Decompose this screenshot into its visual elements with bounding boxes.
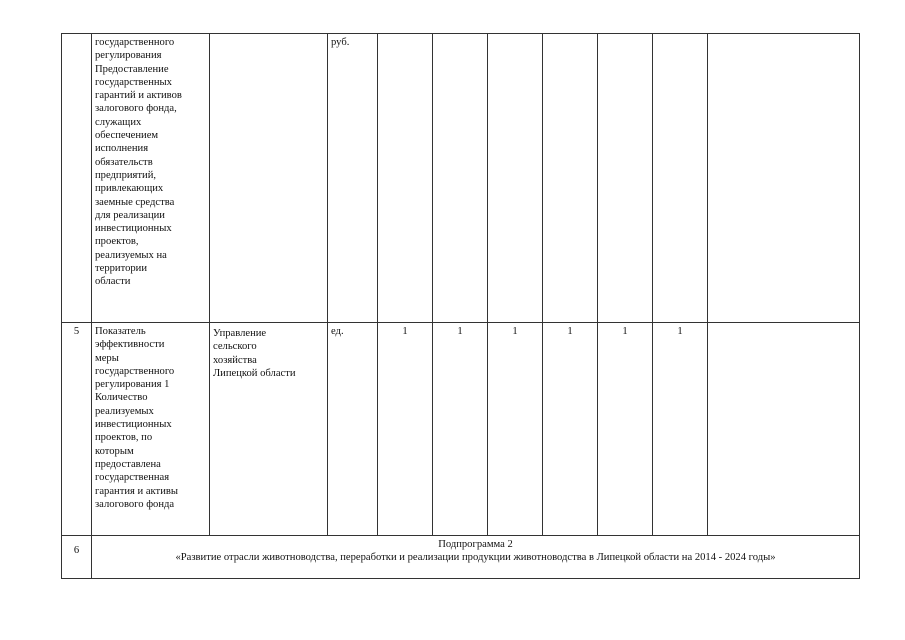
table-row: [62, 536, 860, 579]
subprogram-subtitle: «Развитие отрасли животноводства, переработки и реализации продукции животноводства в Липецкой области на 2014 - 2024 годы»: [175, 552, 776, 564]
text-line: реализуемых на: [95, 249, 167, 261]
row-number: 5: [62, 323, 92, 536]
text-line: инвестиционных: [95, 419, 172, 431]
text-line: государственных: [95, 76, 172, 88]
year-value: [653, 34, 708, 323]
text-line: служащих: [95, 116, 142, 128]
unit-of-measure: руб.: [328, 34, 378, 323]
table-row: [62, 34, 860, 323]
row-number: [62, 34, 92, 323]
text-line: сельского: [213, 341, 257, 353]
text-line: меры: [95, 352, 119, 364]
text-line: государственного: [95, 37, 175, 48]
text-line: гарантий и активов: [95, 90, 182, 102]
text-line: хозяйства: [213, 354, 257, 366]
text-line: государственного: [95, 365, 175, 377]
text-line: привлекающих: [95, 183, 164, 195]
year-value: 1: [543, 323, 598, 536]
text-line: Управление: [213, 328, 267, 339]
year-value: [598, 34, 653, 323]
table-row: [62, 323, 860, 536]
subprogram-heading: [92, 536, 860, 579]
note-cell: [708, 34, 860, 323]
text-line: обеспечением: [95, 130, 159, 142]
year-value: [433, 34, 488, 323]
text-line: регулирования 1: [95, 379, 170, 391]
text-line: предприятий,: [95, 169, 157, 181]
responsible-executor: [210, 323, 328, 536]
year-value: 1: [433, 323, 488, 536]
text-line: Показатель: [95, 326, 146, 337]
text-line: исполнения: [95, 143, 149, 155]
text-line: регулирования: [95, 50, 162, 62]
row-number: 6: [62, 536, 92, 579]
text-line: залогового фонда: [95, 498, 175, 510]
year-value: 1: [653, 323, 708, 536]
text-line: заемные средства: [95, 196, 175, 208]
text-line: залогового фонда,: [95, 103, 177, 115]
text-line: территории: [95, 263, 148, 275]
text-line: проектов, по: [95, 432, 153, 444]
year-value: [378, 34, 433, 323]
text-line: гарантия и активы: [95, 485, 178, 497]
text-line: Предоставление: [95, 63, 169, 75]
year-value: 1: [488, 323, 543, 536]
year-value: [488, 34, 543, 323]
text-line: предоставлена: [95, 458, 161, 470]
year-value: [543, 34, 598, 323]
indicators-table: [61, 33, 860, 579]
year-value: 1: [598, 323, 653, 536]
text-line: области: [95, 276, 131, 288]
text-line: проектов,: [95, 236, 139, 248]
text-line: которым: [95, 445, 134, 457]
year-value: 1: [378, 323, 433, 536]
text-line: Липецкой области: [213, 367, 296, 379]
text-line: инвестиционных: [95, 223, 172, 235]
text-line: для реализации: [95, 209, 165, 221]
text-line: эффективности: [95, 339, 165, 351]
unit-of-measure: ед.: [328, 323, 378, 536]
indicator-name: [92, 323, 210, 536]
text-line: обязательств: [95, 156, 153, 168]
indicator-name: [92, 34, 210, 323]
text-line: государственная: [95, 472, 170, 484]
text-line: Количество: [95, 392, 148, 404]
note-cell: [708, 323, 860, 536]
responsible-executor: [210, 34, 328, 323]
subprogram-title: Подпрограмма 2: [438, 539, 513, 550]
text-line: реализуемых: [95, 405, 154, 417]
